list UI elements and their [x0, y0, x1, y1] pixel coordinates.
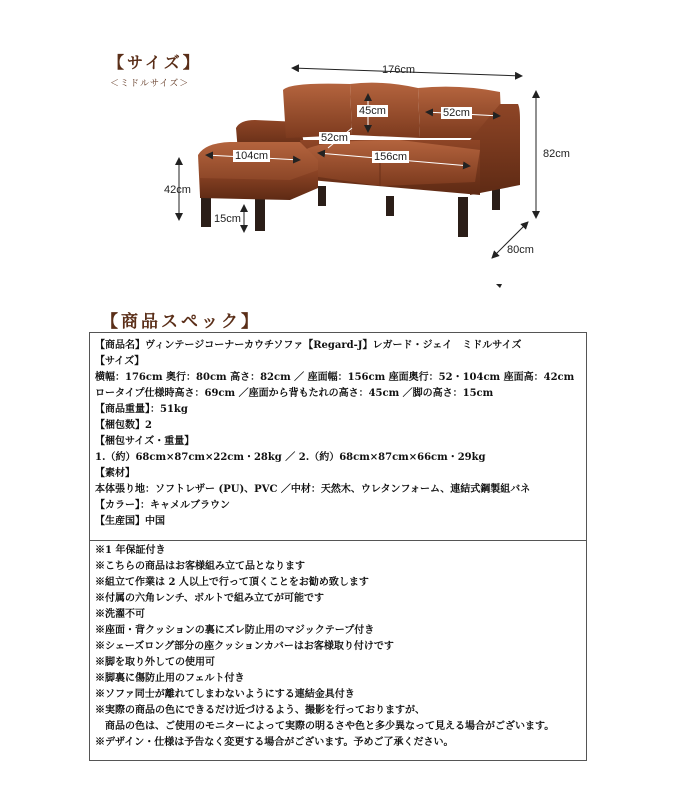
note-line: ※デザイン・仕様は予告なく変更する場合がございます。予めご了承ください。 — [95, 737, 454, 748]
dim-cushion-width: 52cm — [443, 107, 470, 119]
spec-heading: 【商品スペック】 — [101, 312, 261, 332]
spec-line: 【サイズ】 — [95, 356, 145, 367]
note-line: ※組立て作業は 2 人以上で行って頂くことをお勧め致します — [95, 577, 369, 588]
dim-total-height: 82cm — [543, 148, 570, 160]
sofa-leg — [255, 198, 265, 231]
spec-line: 横幅：176cm 奥行：80cm 高さ：82cm ／ 座面幅：156cm 座面奥行：52・104cm 座面高：42cm — [95, 372, 575, 383]
dim-seat-height: 42cm — [164, 184, 191, 196]
dim-leg-height: 15cm — [214, 213, 241, 225]
spec-line: 【商品名】ヴィンテージコーナーカウチソファ【Regard-J】レガード・ジェイ ミドルサイズ — [95, 340, 522, 351]
sofa-leg — [386, 196, 394, 216]
spec-line: ロータイプ仕様時高さ：69cm ／座面から背もたれの高さ：45cm ／脚の高さ：15cm — [95, 388, 494, 399]
spec-line: 【梱包数】2 — [95, 420, 152, 431]
back-cushion — [283, 84, 352, 138]
size-subheading: ＜ミドルサイズ＞ — [110, 79, 190, 89]
note-line: ※ソファ同士が離れてしまわないようにする連結金具付き — [95, 689, 355, 700]
sofa-leg — [318, 186, 326, 206]
dim-ottoman-length: 104cm — [235, 150, 269, 162]
spec-line: 【梱包サイズ・重量】 — [95, 436, 195, 447]
note-line: ※洗濯不可 — [95, 609, 145, 620]
dim-seat-depth: 52cm — [321, 132, 348, 144]
dim-total-width: 176cm — [382, 64, 416, 76]
spec-table — [89, 332, 587, 541]
spec-line: 本体張り地：ソフトレザー (PU)、PVC ／中材：天然木、ウレタンフォーム、連結式鋼製組バネ — [95, 484, 531, 495]
dim-depth: 80cm — [507, 244, 534, 256]
note-line: ※脚裏に傷防止用のフェルト付き — [95, 673, 245, 684]
dim-back-height: 45cm — [359, 105, 386, 117]
note-line: ※こちらの商品はお客様組み立て品となります — [95, 561, 305, 572]
note-line: ※付属の六角レンチ、ボルトで組み立てが可能です — [95, 593, 325, 604]
sofa-leg — [458, 197, 468, 237]
spec-line: 【生産国】中国 — [95, 516, 165, 527]
sofa-diagram — [0, 0, 680, 300]
note-line: ※座面・背クッションの裏にズレ防止用のマジックテープ付き — [95, 625, 375, 636]
note-line: ※1 年保証付き — [95, 545, 166, 556]
spec-line: 1.（約）68cm×87cm×22cm・28kg ／ 2.（約）68cm×87cm×66cm・29kg — [95, 452, 486, 463]
note-line: ※シェーズロング部分の座クッションカバーはお客様取り付けです — [95, 641, 394, 652]
note-line: ※実際の商品の色にできるだけ近づけるよう、撮影を行っておりますが、 — [95, 705, 425, 716]
spec-line: 【商品重量】：51kg — [95, 404, 188, 415]
dim-seat-width: 156cm — [374, 151, 408, 163]
note-line: ※脚を取り外しての使用可 — [95, 657, 215, 668]
size-heading: 【サイズ】 — [108, 53, 202, 72]
sofa-leg — [201, 195, 211, 227]
spec-line: 【素材】 — [95, 468, 135, 479]
notes-table — [89, 541, 587, 761]
spec-line: 【カラー】：キャメルブラウン — [95, 500, 230, 511]
note-line: 商品の色は、ご使用のモニターによって実際の明るさや色と多少異なって見える場合がございます。 — [95, 721, 555, 732]
